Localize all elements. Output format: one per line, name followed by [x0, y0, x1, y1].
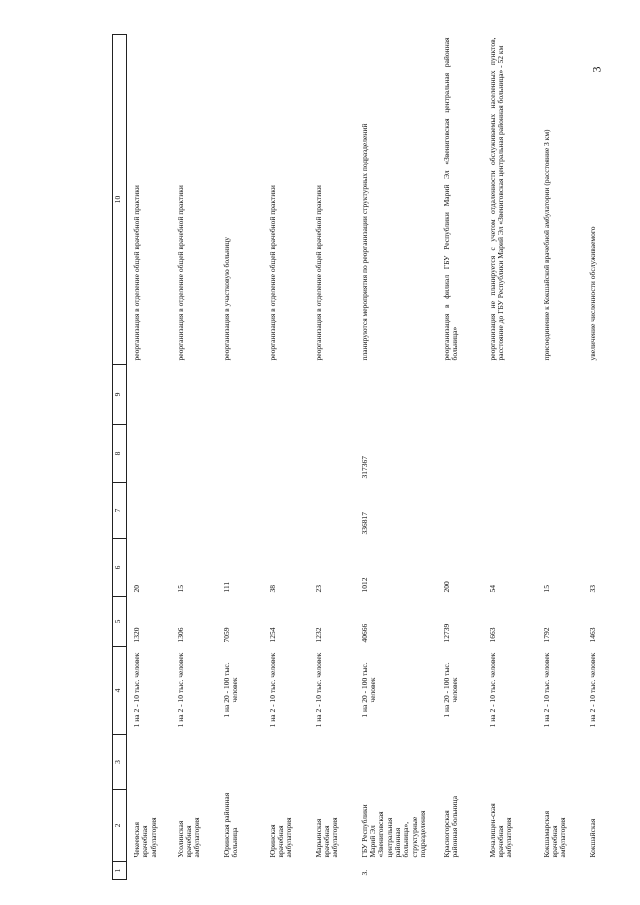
table-cell-c4: 1 на 2 - 10 тыс. человек — [267, 652, 277, 728]
table-row — [539, 35, 585, 880]
table-cell-c7 — [311, 483, 357, 539]
table-cell-c5: 1306 — [175, 627, 185, 643]
table-cell-c10: увеличение численности обслуживаемого — [587, 226, 597, 361]
table-cell-c6: 33 — [587, 585, 597, 593]
table-cell-c6: 38 — [267, 585, 277, 593]
table-cell-c9 — [585, 365, 631, 425]
table-cell-c5: 1663 — [487, 627, 497, 643]
table-cell-c6: 54 — [487, 585, 497, 593]
table-row — [219, 35, 265, 880]
table-cell-c9 — [127, 365, 173, 425]
table-cell-c1 — [219, 862, 265, 880]
column-header: 1 — [113, 862, 127, 880]
table-cell-c2: Красногорская районная больница — [441, 795, 459, 858]
table-cell-c7 — [585, 483, 631, 539]
table-cell-c5: 12739 — [441, 623, 451, 643]
table-cell-c10: реорганизация в филиал ГБУ Республики Марий Эл «Звениговская центральная районная больница» — [441, 37, 459, 361]
table-row — [173, 35, 219, 880]
table-cell-c5: 1463 — [587, 627, 597, 643]
table-cell-c2: Кокшайская — [587, 818, 597, 858]
table-cell-c7 — [539, 483, 585, 539]
table-cell-c10: реорганизация в отделение общей врачебной практики — [132, 185, 141, 361]
rotated-table-container — [112, 35, 597, 880]
column-header: 4 — [113, 647, 127, 735]
facilities-table — [112, 34, 631, 880]
table-cell-c4: 1 на 20 - 100 тыс. человек — [359, 662, 377, 718]
table-row — [439, 35, 485, 880]
table-cell-c3 — [219, 735, 265, 790]
table-cell-c7 — [219, 483, 265, 539]
table-cell-c9 — [439, 365, 485, 425]
table-row — [485, 35, 539, 880]
table-cell-c3 — [265, 735, 311, 790]
table-cell-c1 — [439, 862, 485, 880]
table-cell-c6: 15 — [175, 585, 185, 593]
table-cell-c10: реорганизация в участковую больницу — [221, 237, 231, 361]
table-cell-c8 — [127, 425, 173, 483]
table-cell-c9 — [265, 365, 311, 425]
table-cell-c3 — [127, 735, 173, 790]
table-cell-c2: Марьинская врачебная амбулатория — [313, 817, 340, 858]
table-cell-c2: Юринская районная больница — [221, 792, 239, 858]
table-cell-c4: 1 на 2 - 10 тыс. человек — [175, 652, 185, 728]
table-cell-c7 — [173, 483, 219, 539]
table-cell-c8 — [173, 425, 219, 483]
table-cell-c7 — [485, 483, 539, 539]
table-cell-c4: 1 на 2 - 10 тыс. человек — [487, 652, 497, 728]
table-row — [127, 35, 173, 880]
table-row — [357, 35, 439, 880]
table-cell-c5: 1254 — [267, 627, 277, 643]
table-cell-c8 — [585, 425, 631, 483]
table-cell-c5: 40666 — [359, 623, 369, 643]
table-cell-c2: Юринская врачебная амбулатория — [267, 817, 294, 858]
table-row — [585, 35, 631, 880]
table-cell-c2: Усолинская врачебная амбулатория — [175, 817, 202, 858]
table-cell-c3 — [485, 735, 539, 790]
table-cell-c3 — [585, 735, 631, 790]
table-cell-c6: 111 — [221, 581, 231, 593]
table-cell-c10: реорганизация в отделение общей врачебной практики — [313, 185, 323, 361]
column-header: 9 — [113, 365, 127, 425]
table-cell-c6: 200 — [441, 581, 451, 593]
table-cell-c6: 1012 — [359, 577, 369, 593]
table-cell-c9 — [485, 365, 539, 425]
table-cell-c1 — [311, 862, 357, 880]
table-cell-c2: Мочалищен-ская врачебная амбулатория — [487, 803, 514, 858]
page-number: 3 — [589, 66, 604, 73]
table-cell-c9 — [219, 365, 265, 425]
table-cell-c5: 7059 — [221, 627, 231, 643]
table-cell-c5: 1792 — [541, 627, 551, 643]
table-cell-c1: 3. — [359, 869, 369, 876]
column-header: 5 — [113, 597, 127, 647]
table-cell-c10: планируются мероприятия по реорганизации структурных подразделений — [359, 123, 369, 361]
table-cell-c1 — [485, 862, 539, 880]
table-cell-c8 — [219, 425, 265, 483]
table-cell-c8 — [539, 425, 585, 483]
table-cell-c3 — [539, 735, 585, 790]
table-cell-c2: Кокшамарская врачебная амбулатория — [541, 810, 568, 858]
table-cell-c8 — [439, 425, 485, 483]
table-cell-c9 — [539, 365, 585, 425]
table-cell-c3 — [357, 735, 439, 790]
table-cell-c6: 15 — [541, 585, 551, 593]
table-cell-c1 — [265, 862, 311, 880]
table-cell-c3 — [311, 735, 357, 790]
table-cell-c1 — [539, 862, 585, 880]
column-header: 8 — [113, 425, 127, 483]
table-cell-c7: 336817 — [359, 512, 369, 535]
table-cell-c4: 1 на 20 - 100 тыс. человек — [221, 662, 239, 718]
table-cell-c8 — [265, 425, 311, 483]
table-cell-c3 — [439, 735, 485, 790]
table-cell-c2: ГБУ Республики Марий Эл «Звениговская центральная районная больница», структурные подразделения — [359, 804, 428, 858]
column-header: 10 — [113, 35, 127, 365]
column-header: 2 — [113, 790, 127, 862]
table-cell-c1 — [173, 862, 219, 880]
table-cell-c6: 23 — [313, 585, 323, 593]
column-header: 3 — [113, 735, 127, 790]
table-cell-c9 — [173, 365, 219, 425]
table-cell-c10: реорганизация в отделение общей врачебной практики — [175, 185, 185, 361]
column-header: 6 — [113, 539, 127, 597]
table-cell-c5: 1320 — [132, 627, 141, 643]
table-cell-c3 — [173, 735, 219, 790]
table-cell-c6: 20 — [132, 585, 141, 593]
table-cell-c7 — [265, 483, 311, 539]
table-row — [311, 35, 357, 880]
table-cell-c10: присоединение к Кокшайской врачебной амбулатории (расстояние 3 км) — [541, 129, 551, 361]
table-cell-c4: 1 на 2 - 10 тыс. человек — [587, 652, 597, 728]
table-cell-c5: 1232 — [313, 627, 323, 643]
table-cell-c9 — [311, 365, 357, 425]
table-cell-c7 — [127, 483, 173, 539]
table-cell-c1 — [585, 862, 631, 880]
column-header: 7 — [113, 483, 127, 539]
table-cell-c4: 1 на 2 - 10 тыс. человек — [541, 652, 551, 728]
table-cell-c2: Чекеевская врачебная амбулатория — [132, 817, 158, 858]
table-cell-c8: 317367 — [359, 456, 369, 479]
table-cell-c8 — [311, 425, 357, 483]
table-cell-c7 — [439, 483, 485, 539]
table-cell-c4: 1 на 2 - 10 тыс. человек — [132, 652, 141, 728]
table-header — [113, 35, 127, 880]
table-cell-c10: реорганизация в отделение общей врачебной практики — [267, 185, 277, 361]
table-row — [265, 35, 311, 880]
table-cell-c9 — [357, 365, 439, 425]
table-cell-c4: 1 на 20 - 100 тыс. человек — [441, 662, 459, 718]
table-cell-c4: 1 на 2 - 10 тыс. человек — [313, 652, 323, 728]
table-body — [127, 35, 631, 880]
table-cell-c10: реорганизация не планируется с учетом отдаленности обслуживаемых населенных пунктов, расстояние до ГБУ Республики Марий Эл «Звениговская центральная районная больница» - 52 км — [487, 37, 505, 361]
table-cell-c1 — [127, 862, 173, 880]
table-cell-c8 — [485, 425, 539, 483]
